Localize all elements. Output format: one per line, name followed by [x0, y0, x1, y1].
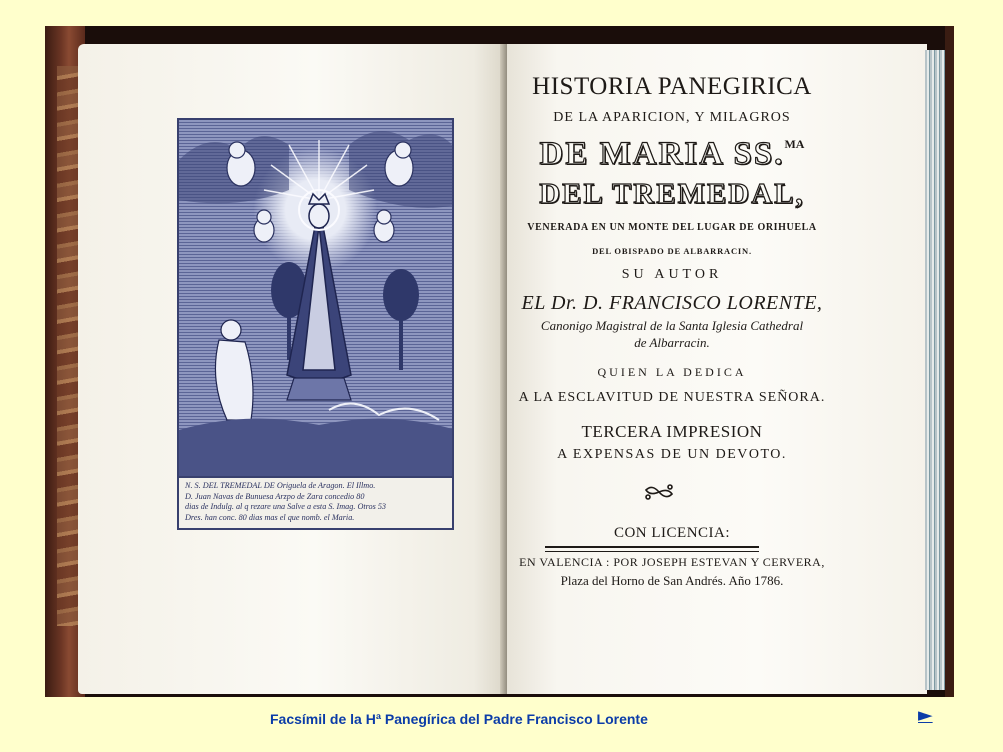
title-line-licencia: CON LICENCIA: [613, 525, 731, 541]
title-line-imprint: EN VALENCIA : POR JOSEPH ESTEVAN Y CERVERA, [519, 555, 825, 569]
title-line-author: EL Dr. D. FRANCISCO LORENTE, [521, 292, 823, 314]
title-line-albarracin: de Albarracin. [634, 335, 710, 350]
title-line-obispado: DEL OBISPADO DE ALBARRACIN. [592, 246, 752, 256]
title-line-expensas: A EXPENSAS DE UN DEVOTO. [557, 447, 787, 462]
engraving-illustration [179, 120, 454, 480]
engraving-caption-line: Dres. han conc. 80 dias mas el que nomb. el Maria. [185, 512, 355, 522]
title-maria-text: DE MARIA SS. [539, 136, 785, 172]
book-photo [45, 26, 954, 697]
page-edges [925, 50, 947, 690]
title-line-impresion: TERCERA IMPRESION [581, 422, 763, 441]
engraving-caption-line: D. Juan Navas de Bunuesa Arzpo de Zara concedio 80 [185, 491, 365, 501]
title-line-su-autor: SU AUTOR [621, 267, 723, 282]
fleuron-ornament-icon [642, 482, 676, 502]
title-line-historia: HISTORIA PANEGIRICA [532, 73, 812, 100]
title-line-esclavitud: A LA ESCLAVITUD DE NUESTRA SEÑORA. [518, 390, 826, 405]
title-line-maria [462, 136, 882, 173]
title-line-aparicion: DE LA APARICION, Y MILAGROS [553, 110, 791, 125]
title-line-venerada: VENERADA EN UN MONTE DEL LUGAR DE ORIHUELA [527, 222, 817, 233]
title-rule-thick [545, 546, 759, 548]
title-line-tremedal: DEL TREMEDAL, [539, 178, 805, 210]
engraving-caption-box [179, 476, 452, 528]
engraving-caption-line: N. S. DEL TREMEDAL DE Origuela de Aragon. El Illmo. [185, 481, 376, 490]
image-caption: Facsímil de la Hª Panegírica del Padre Francisco Lorente [270, 711, 648, 727]
title-rule-thin [545, 551, 759, 552]
title-line-dedica: QUIEN LA DEDICA [597, 365, 747, 379]
virgin-engraving [177, 118, 454, 530]
next-arrow-link[interactable]: ► [918, 704, 933, 726]
title-line-canonigo: Canonigo Magistral de la Santa Iglesia Cathedral [540, 318, 804, 333]
title-line-address: Plaza del Horno de San Andrés. Año 1786. [560, 573, 784, 588]
book-cover-right [945, 26, 954, 697]
title-maria-sup: MA [784, 137, 805, 151]
engraving-caption-line: dias de Indulg. al q rezare una Salve a esta S. Imag. Otros 53 [185, 502, 387, 511]
